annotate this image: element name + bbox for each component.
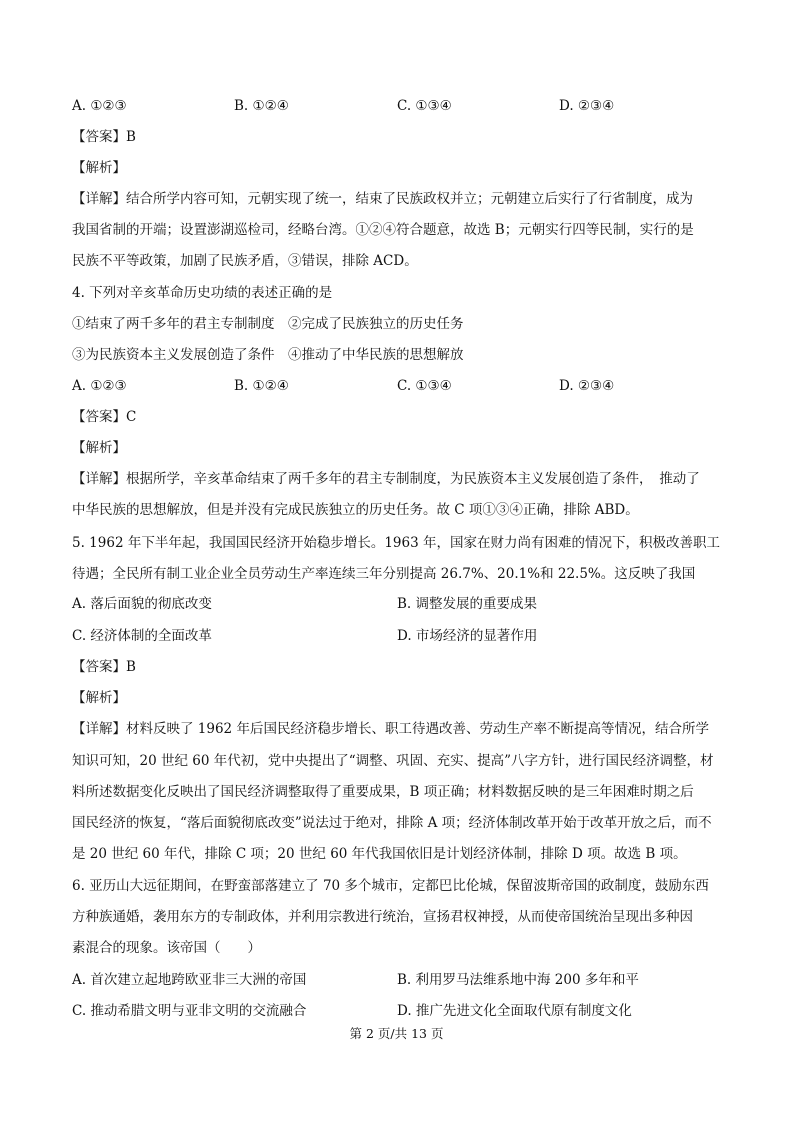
q4-stem: 4. 下列对辛亥革命历史功绩的表述正确的是 xyxy=(72,285,333,301)
q5-option-d: D. 市场经济的显著作用 xyxy=(397,628,538,644)
q6-stem-line-2: 方种族通婚，袭用东方的专制政体，并利用宗教进行统治，宣扬君权神授，从而使帝国统治呈现出多种因 xyxy=(72,909,693,925)
q3-detail-line-3: 民族不平等政策，加剧了民族矛盾，③错误，排除 ACD。 xyxy=(72,253,418,269)
q5-answer: 【答案】B xyxy=(72,659,136,675)
q3-option-a: A. ①②③ xyxy=(72,98,127,114)
q5-detail-line-4: 国民经济的恢复，“落后面貌彻底改变”说法过于绝对，排除 A 项；经济体制改革开始于改革开放之后，而不 xyxy=(72,815,712,831)
q4-answer: 【答案】C xyxy=(72,409,137,425)
q4-option-d: D. ②③④ xyxy=(559,378,615,394)
q5-option-a: A. 落后面貌的彻底改变 xyxy=(72,596,212,612)
q4-analysis-label: 【解析】 xyxy=(72,440,126,456)
q3-option-c: C. ①③④ xyxy=(397,98,452,114)
q5-option-c: C. 经济体制的全面改革 xyxy=(72,628,212,644)
q6-option-d: D. 推广先进文化全面取代原有制度文化 xyxy=(397,1003,632,1019)
q4-item-line-1: ①结束了两千多年的君主专制制度 ②完成了民族独立的历史任务 xyxy=(72,316,464,332)
q4-detail-line-2: 中华民族的思想解放，但是并没有完成民族独立的历史任务。故 C 项①③④正确，排除 ABD。 xyxy=(72,502,639,518)
q6-stem-line-1: 6. 亚历山大远征期间，在野蛮部落建立了 70 多个城市，定都巴比伦城，保留波斯帝国的政制度，鼓励东西 xyxy=(72,878,709,894)
q5-option-b: B. 调整发展的重要成果 xyxy=(397,596,538,612)
q4-option-b: B. ①②④ xyxy=(234,378,289,394)
q5-stem-line-1: 5. 1962 年下半年起，我国国民经济开始稳步增长。1963 年，国家在财力尚有困难的情况下，积极改善职工 xyxy=(72,535,720,551)
q5-detail-line-1: 【详解】材料反映了 1962 年后国民经济稳步增长、职工待遇改善、劳动生产率不断提高等情况，结合所学 xyxy=(72,721,709,737)
q6-option-a: A. 首次建立起地跨欧亚非三大洲的帝国 xyxy=(72,972,307,988)
q3-option-b: B. ①②④ xyxy=(234,98,289,114)
q3-analysis-label: 【解析】 xyxy=(72,160,126,176)
q4-detail-line-1: 【详解】根据所学，辛亥革命结束了两千多年的君主专制制度，为民族资本主义发展创造了条件， 推动了 xyxy=(72,471,700,487)
q3-detail-line-1: 【详解】结合所学内容可知，元朝实现了统一，结束了民族政权并立；元朝建立后实行了行省制度，成为 xyxy=(72,191,693,207)
q3-option-d: D. ②③④ xyxy=(559,98,615,114)
q5-stem-line-2: 待遇；全民所有制工业企业全员劳动生产率连续三年分别提高 26.7%、20.1%和 22.5%。这反映了我国 xyxy=(72,566,696,582)
q6-stem-line-3: 素混合的现象。该帝国（ ） xyxy=(72,940,261,956)
q4-option-a: A. ①②③ xyxy=(72,378,127,394)
q6-option-b: B. 利用罗马法维系地中海 200 多年和平 xyxy=(397,972,639,988)
q4-item-line-2: ③为民族资本主义发展创造了条件 ④推动了中华民族的思想解放 xyxy=(72,347,464,363)
q6-option-c: C. 推动希腊文明与亚非文明的交流融合 xyxy=(72,1003,307,1019)
q5-detail-line-2: 知识可知，20 世纪 60 年代初，党中央提出了“调整、巩固、充实、提高”八字方针，进行国民经济调整，材 xyxy=(72,753,714,769)
q3-answer: 【答案】B xyxy=(72,129,136,145)
page-footer: 第 2 页/共 13 页 xyxy=(349,1026,444,1041)
q5-detail-line-3: 料所述数据变化反映出了国民经济调整取得了重要成果，B 项正确；材料数据反映的是三年困难时期之后 xyxy=(72,784,694,800)
q3-detail-line-2: 我国省制的开端；设置澎湖巡检司，经略台湾。①②④符合题意，故选 B；元朝实行四等民制，实行的是 xyxy=(72,222,694,238)
q5-analysis-label: 【解析】 xyxy=(72,690,126,706)
q5-detail-line-5: 是 20 世纪 60 年代，排除 C 项；20 世纪 60 年代我国依旧是计划经济体制，排除 D 项。故选 B 项。 xyxy=(72,846,687,862)
q4-option-c: C. ①③④ xyxy=(397,378,452,394)
